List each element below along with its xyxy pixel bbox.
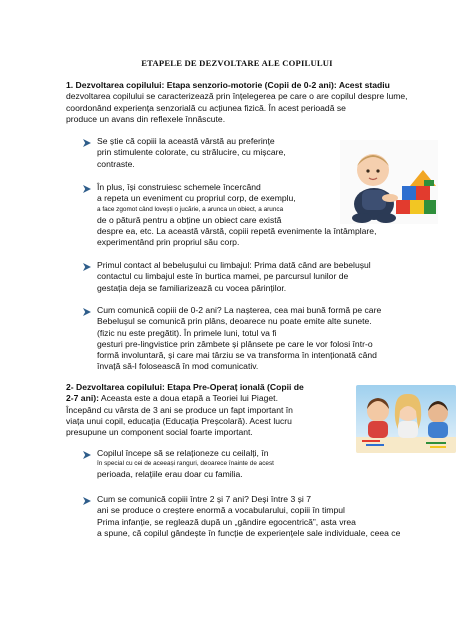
bullet-line: Copilul începe să se relaționeze cu ceilalți, în [97,448,269,458]
bullet-line: învață să-l folosească în mod comunicativ. [97,361,259,372]
bullet-line: de o pătură pentru a obține un obiect care există [97,214,282,225]
section-2-paragraph [66,382,366,438]
section-1-heading: 1. Dezvoltarea copilului: Etapa senzorio-motorie (Copii de 0-2 ani): Acest stadiu [66,80,390,90]
arrow-bullet-icon [82,262,92,272]
section-1-line: dezvoltarea copilului se caracterizează prin înțelegerea pe care o are copilul despre lume, [66,91,408,102]
section-1-line: produce un avans din reflexele înnăscute. [66,113,226,124]
bullet-line: Prima infanție, se reglează după un „gândire egocentrică”, asta vrea [97,516,356,527]
bullet-line: În plus, își construiesc schemele încercând [97,182,261,192]
bullet-line: contraste. [97,158,135,169]
arrow-bullet-icon [82,496,92,506]
baby-with-blocks-photo [340,140,438,224]
bullet-line-small: în special cu cei de aceeași ranguri, deoarece înainte de acest [97,460,274,468]
bullet-paragraph [97,182,376,248]
bullet-line: experimentând prin propriul său corp. [97,237,240,248]
bullet-line: Se știe că copiii la această vârstă au preferințe [97,136,275,146]
bullet-paragraph [97,136,286,170]
children-drawing-photo [356,385,456,453]
bullet-paragraph [97,448,274,481]
section-2-line: Începând cu vârsta de 3 ani se produce un fapt important în [66,404,293,415]
section-1-line: coordonând experiența senzorială cu acțiunea fizică. În acest perioadă se [66,102,346,113]
bullet-paragraph [97,305,381,373]
arrow-bullet-icon [82,138,92,148]
arrow-bullet-icon [82,450,92,460]
bullet-line: contactul cu limbajul este în burtica mamei, pe parcursul lunilor de [97,271,349,282]
bullet-paragraph [97,494,400,539]
bullet-line: formă involuntară, și care mai târziu se va transforma în intenționată când [97,350,377,361]
bullet-line: gestația deja se familiarizează cu vocea părinților. [97,282,287,293]
arrow-bullet-icon [82,307,92,317]
bullet-line: Primul contact al bebelușului cu limbajul: Prima dată când are bebelușul [97,260,371,270]
document-title: ETAPELE DE DEZVOLTARE ALE COPILULUI [141,58,333,68]
bullet-line: gesturi pre-lingvistice prin zâmbete și plânsete pe care le vor folosi într-o [97,338,373,349]
section-2-heading: 2- Dezvoltarea copilului: Etapa Pre-Operaț ională (Copii de [66,382,304,392]
bullet-line: a repeta un eveniment cu propriul corp, de exemplu, [97,193,296,204]
bullet-line: Cum se comunică copiii între 2 și 7 ani? Deși între 3 și 7 [97,494,311,504]
section-2-heading-cont: 2-7 ani): [66,393,99,404]
bullet-line: Bebelușul se comunică prin plâns, deoarece nu poate emite alte sunete. [97,316,372,327]
bullet-line: ani se produce o creștere enormă a vocabularului, copiii în timpul [97,505,345,516]
bullet-line: prin stimulente colorate, cu strălucire, cu mișcare, [97,147,286,158]
section-2-line: Aceasta este a doua etapă a Teoriei lui Piaget. [98,393,278,404]
bullet-line: despre ea, etc. La această vârstă, copiii repetă evenimente la întâmplare, [97,225,377,236]
bullet-line: Cum comunică copiii de 0-2 ani? La nașterea, cea mai bună formă pe care [97,305,382,315]
bullet-paragraph [97,260,371,294]
section-2-line: viața unui copil, educația (Educația Preșcolară). Acest lucru [66,415,292,426]
bullet-line: perioada, relațiile erau doar cu familia. [97,469,243,480]
section-1-paragraph [66,80,426,125]
bullet-line-small: a face zgomot când lovești o jucărie, a arunca un obiect, a arunca [97,205,284,213]
bullet-line: (fizic nu este pregătit). În primele luni, totul va fi [97,327,277,338]
arrow-bullet-icon [82,184,92,194]
section-2-line: presupune un component social foarte important. [66,427,253,438]
bullet-line: a spune, că copilul gândește în funcție de experiențele sale individuale, ceea ce [97,527,401,538]
